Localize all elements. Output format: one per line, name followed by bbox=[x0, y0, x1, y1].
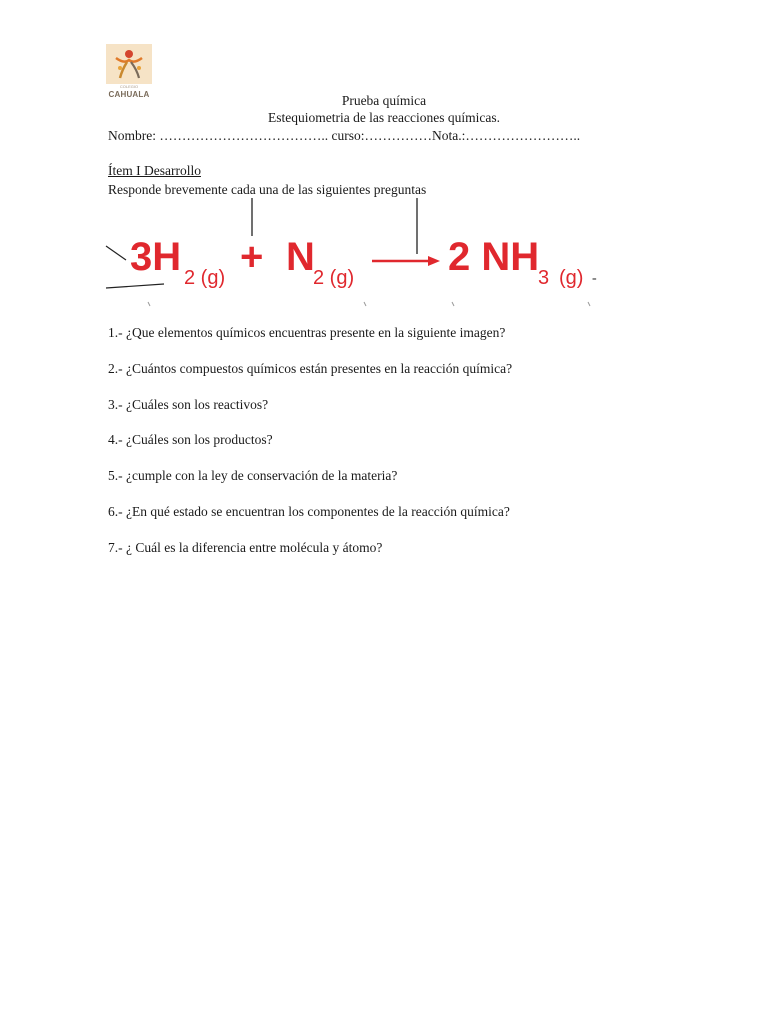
reaction-arrow-head bbox=[428, 256, 440, 266]
section-title: Ítem I Desarrollo bbox=[108, 163, 201, 178]
reactant-hydrogen: 3H bbox=[130, 235, 182, 279]
plus-sign: + bbox=[240, 235, 264, 279]
question-7: 7.- ¿ Cuál es la diferencia entre molécula y átomo? bbox=[108, 540, 383, 555]
page-title: Prueba química bbox=[341, 93, 427, 108]
student-info-line: Nombre: ……………………………….. curso:……………Nota.:…………………….. bbox=[108, 128, 581, 143]
question-4: 4.- ¿Cuáles son los productos? bbox=[108, 432, 273, 447]
hydrogen-subscript: 2 (g) bbox=[184, 267, 226, 289]
nitrogen-subscript: 2 (g) bbox=[313, 267, 355, 289]
school-logo-icon bbox=[106, 44, 152, 84]
svg-text:-: - bbox=[592, 271, 597, 286]
ammonia-state: (g) bbox=[559, 267, 584, 289]
chemical-equation bbox=[104, 196, 604, 308]
question-5: 5.- ¿cumple con la ley de conservación de la materia? bbox=[108, 468, 398, 483]
question-3: 3.- ¿Cuáles son los reactivos? bbox=[108, 397, 269, 412]
page-subtitle: Estequiometria de las reacciones químicas. bbox=[267, 110, 501, 125]
logo-name: CAHUALA bbox=[108, 90, 150, 99]
equation-graphic bbox=[104, 196, 604, 308]
question-1: 1.- ¿Que elementos químicos encuentras presente en la siguiente imagen? bbox=[108, 325, 506, 340]
product-ammonia: 2 NH bbox=[448, 235, 540, 279]
question-2: 2.- ¿Cuántos compuestos químicos están presentes en la reacción química? bbox=[108, 361, 513, 376]
question-6: 6.- ¿En qué estado se encuentran los componentes de la reacción química? bbox=[108, 504, 510, 519]
reactant-nitrogen: N bbox=[286, 235, 315, 279]
section-instructions: Responde brevemente cada una de las siguientes preguntas bbox=[108, 182, 427, 197]
ammonia-subscript: 3 bbox=[538, 267, 550, 289]
logo-subtitle: COLEGIO bbox=[119, 84, 139, 89]
